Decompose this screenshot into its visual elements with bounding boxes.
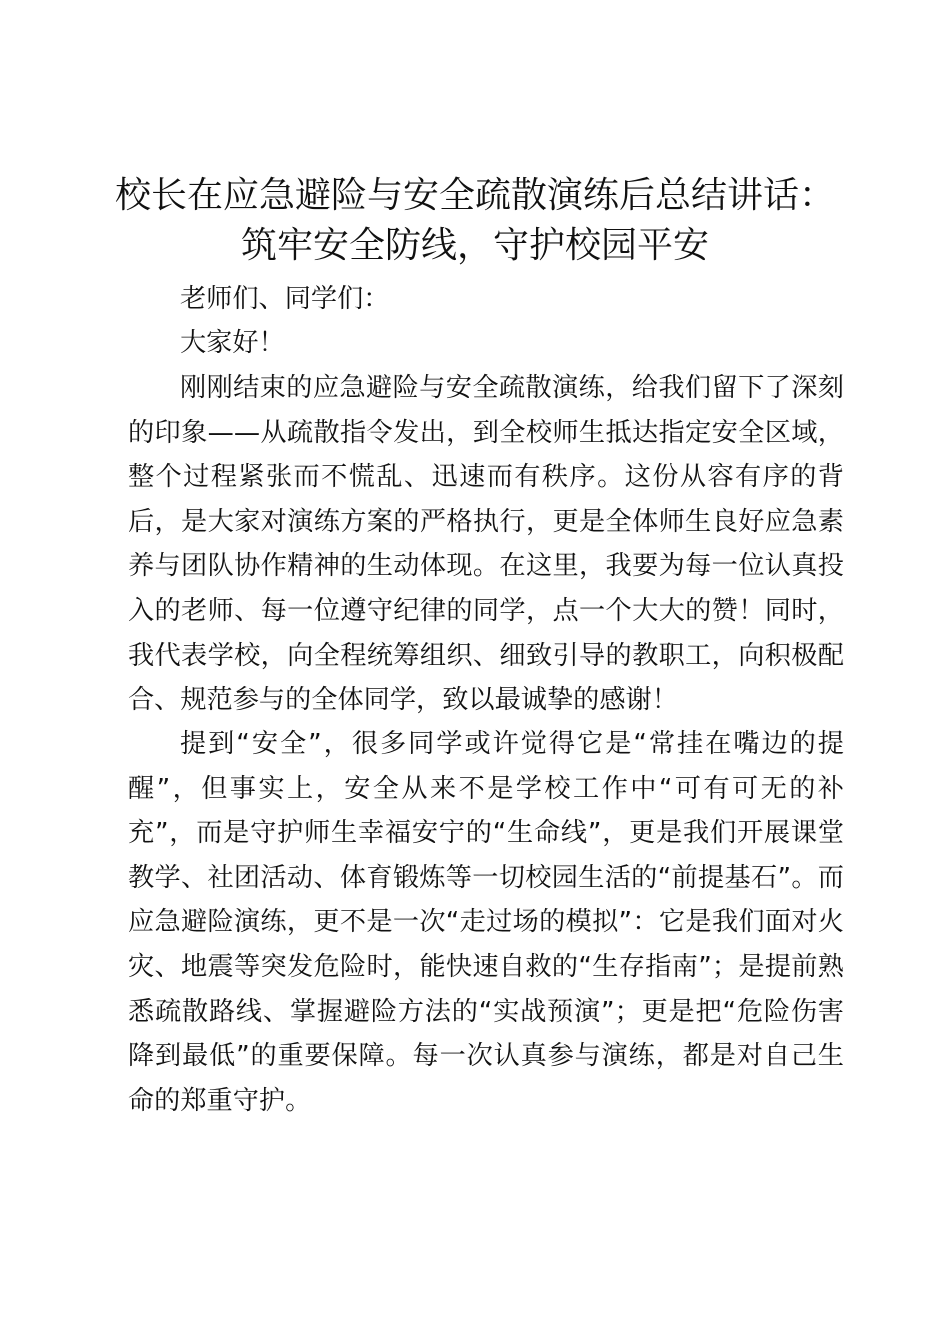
document-title-line-1: 校长在应急避险与安全疏散演练后总结讲话： (114, 175, 835, 216)
paragraph-2 (128, 722, 844, 1123)
document-title-line-2: 筑牢安全防线，守护校园平安 (240, 225, 709, 266)
paragraph-1-text: 刚刚结束的应急避险与安全疏散演练，给我们留下了深刻的印象——从疏散指令发出，到全校师生抵达指定安全区域，整个过程紧张而不慌乱、迅速而有秩序。这份从容有序的背后，是大家对演练方案的严格执行，更是全体师生良好应急素养与团队协作精神的生动体现。在这里，我要为每一位认真投入的老师、每一位遵守纪律的同学，点一个大大的赞！同时，我代表学校，向全程统筹组织、细致引导的教职工，向积极配合、规范参与的全体同学，致以最诚挚的感谢！ (128, 373, 844, 716)
paragraph-1 (128, 366, 844, 723)
paragraph-2-text: 提到“安全”，很多同学或许觉得它是“常挂在嘴边的提醒”，但事实上，安全从来不是学校工作中“可有可无的补充”，而是守护师生幸福安宁的“生命线”，更是我们开展课堂教学、社团活动、体育锻炼等一切校园生活的“前提基石”。而应急避险演练，更不是一次“走过场的模拟”：它是我们面对火灾、地震等突发危险时，能快速自救的“生存指南”；是提前熟悉疏散路线、掌握避险方法的“实战预演”；更是把“危险伤害降到最低”的重要保障。每一次认真参与演练，都是对自己生命的郑重守护。 (128, 729, 844, 1116)
greeting: 大家好！ (180, 328, 285, 358)
salutation: 老师们、同学们： (180, 284, 390, 314)
